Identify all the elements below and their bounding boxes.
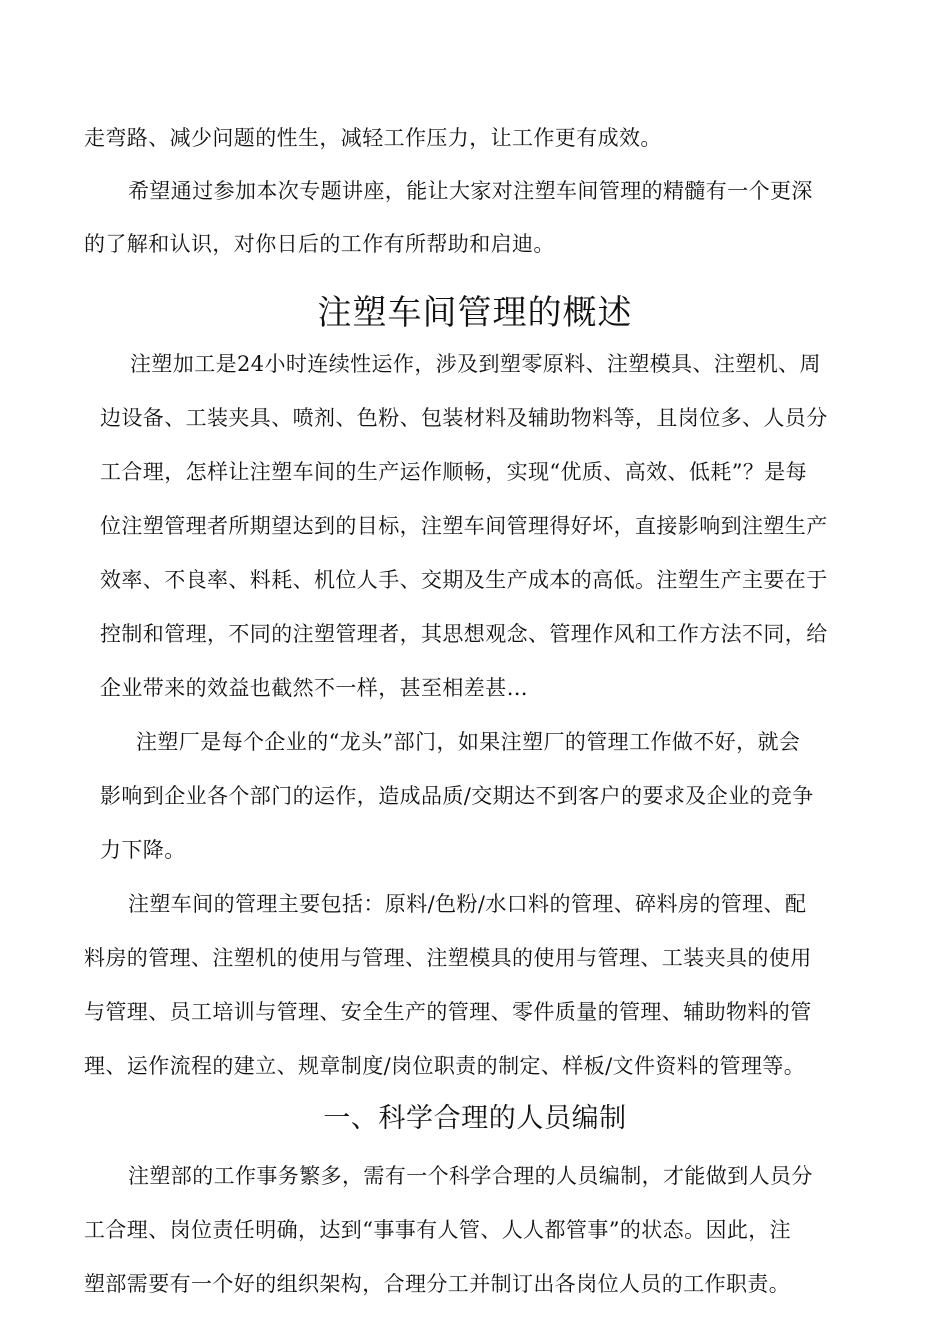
intro-line-3: 的了解和认识，对你日后的工作有所帮助和启迪。: [84, 232, 555, 256]
overview-p3-line-2: 料房的管理、注塑机的使用与管理、注塑模具的使用与管理、工装夹具的使用: [84, 946, 812, 970]
intro-line-2: 希望通过参加本次专题讲座，能让大家对注塑车间管理的精髓有一个更深: [128, 179, 813, 203]
overview-p2-line-1: 注塑厂是每个企业的“龙头”部门，如果注塑厂的管理工作做不好，就会: [136, 730, 801, 754]
overview-p1-line-6: 控制和管理，不同的注塑管理者，其思想观念、管理作风和工作方法不同，给: [100, 622, 828, 646]
overview-p1-line-1: 注塑加工是24小时连续性运作，涉及到塑零原料、注塑模具、注塑机、周: [130, 352, 821, 376]
section-title-overview: 注塑车间管理的概述: [317, 293, 633, 333]
intro-line-1: 走弯路、减少问题的性生，减轻工作压力，让工作更有成效。: [84, 126, 662, 150]
overview-p1-line-7: 企业带来的效益也截然不一样，甚至相差甚…: [100, 676, 528, 700]
overview-p1-line-3: 工合理，怎样让注塑车间的生产运作顺畅，实现“优质、高效、低耗”？是每: [100, 460, 808, 484]
overview-p1-line-2: 边设备、工装夹具、喷剂、色粉、包装材料及辅助物料等，且岗位多、人员分: [100, 406, 828, 430]
section-title-staffing: 一、科学合理的人员编制: [323, 1103, 627, 1134]
overview-p1-line-5: 效率、不良率、料耗、机位人手、交期及生产成本的高低。注塑生产主要在于: [100, 568, 828, 592]
staffing-p1-line-3: 塑部需要有一个好的组织架构，合理分工并制订出各岗位人员的工作职责。: [84, 1272, 791, 1296]
staffing-p1-line-2: 工合理、岗位责任明确，达到“事事有人管、人人都管事”的状态。因此，注: [84, 1218, 792, 1242]
overview-p2-line-2: 影响到企业各个部门的运作，造成品质/交期达不到客户的要求及企业的竞争: [100, 784, 814, 808]
overview-p1-line-4: 位注塑管理者所期望达到的目标，注塑车间管理得好坏，直接影响到注塑生产: [100, 514, 828, 538]
overview-p3-line-1: 注塑车间的管理主要包括：原料/色粉/水口料的管理、碎料房的管理、配: [128, 892, 807, 916]
overview-p3-line-4: 理、运作流程的建立、规章制度/岗位职责的制定、样板/文件资料的管理等。: [84, 1054, 806, 1078]
overview-p2-line-3: 力下降。: [100, 838, 186, 862]
staffing-p1-line-1: 注塑部的工作事务繁多，需有一个科学合理的人员编制，才能做到人员分: [128, 1164, 813, 1188]
overview-p3-line-3: 与管理、员工培训与管理、安全生产的管理、零件质量的管理、辅助物料的管: [84, 1000, 812, 1024]
